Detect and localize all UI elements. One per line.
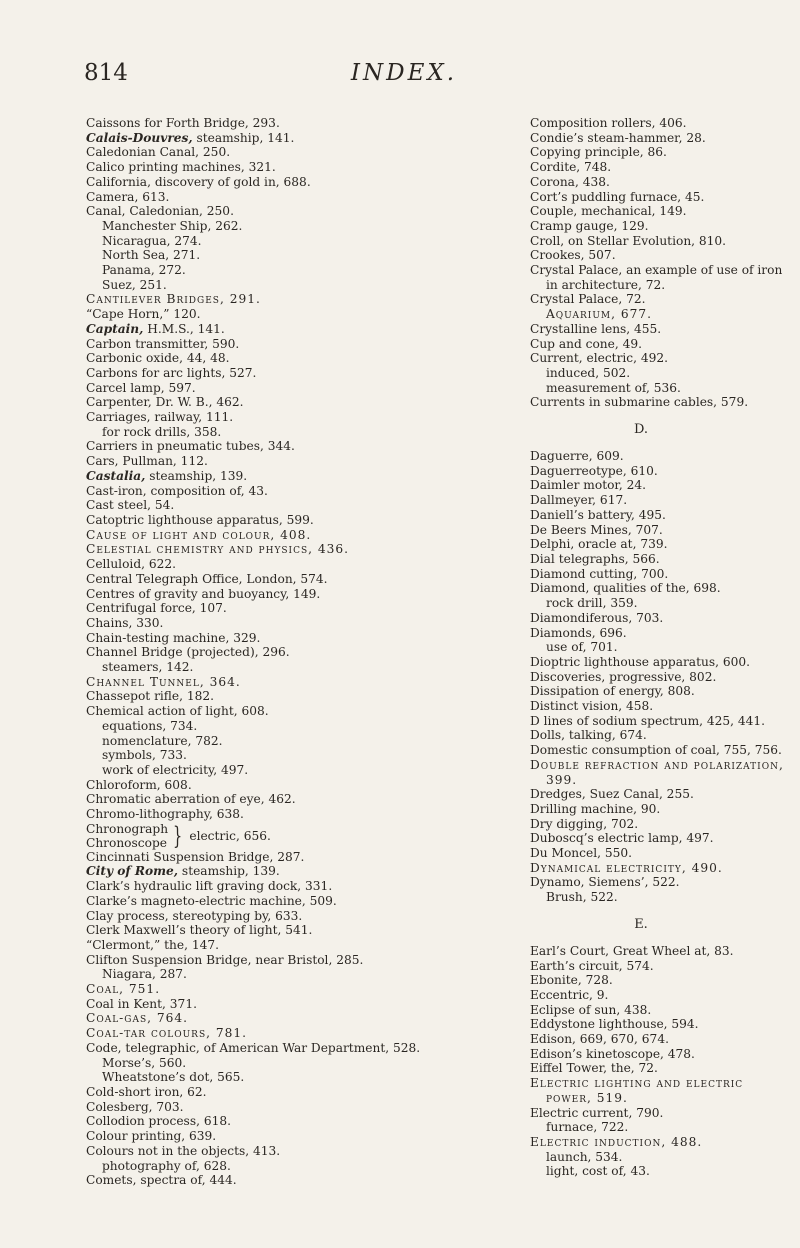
index-entry: Eclipse of sun, 438. [530, 1002, 652, 1017]
index-entry: Coal-tar colours, 781. [86, 1026, 247, 1041]
index-entry: D lines of sodium spectrum, 425, 441. [530, 713, 766, 728]
index-entry: Manchester Ship, 262. [102, 218, 243, 233]
index-entry: Cast-iron, composition of, 43. [86, 483, 268, 498]
index-entry: Ebonite, 728. [530, 973, 613, 988]
index-entry: Cort’s puddling furnace, 45. [530, 189, 705, 204]
index-entry: Carcel lamp, 597. [86, 380, 196, 395]
index-entry: Currents in submarine cables, 579. [530, 395, 749, 410]
index-entry: Chromatic aberration of eye, 462. [86, 792, 296, 807]
index-entry: Cincinnati Suspension Bridge, 287. [86, 849, 305, 864]
index-entry: Delphi, oracle at, 739. [530, 537, 668, 552]
index-entry: Carpenter, Dr. W. B., 462. [86, 395, 244, 410]
brace-term: Chronograph [86, 821, 169, 836]
index-entry: symbols, 733. [102, 748, 187, 763]
index-entry: Castalia, steamship, 139. [86, 468, 248, 483]
section-letter: D. [633, 422, 649, 438]
index-entry: Cup and cone, 49. [530, 336, 642, 351]
index-entry: Diamonds, 696. [530, 625, 627, 640]
index-entry: Chain-testing machine, 329. [86, 630, 261, 645]
index-entry: photography of, 628. [102, 1158, 231, 1173]
index-entry: Carriers in pneumatic tubes, 344. [86, 439, 295, 454]
index-entry: Croll, on Stellar Evolution, 810. [530, 233, 727, 248]
index-column-right [530, 116, 792, 1179]
index-entry: Coal-gas, 764. [86, 1011, 189, 1026]
running-title: INDEX. [350, 60, 458, 86]
index-entry: “Cape Horn,” 120. [86, 307, 201, 322]
index-entry: Discoveries, progressive, 802. [530, 669, 717, 684]
index-entry: Camera, 613. [86, 189, 170, 204]
italic-title: Captain, [86, 321, 144, 336]
index-entry: Earth’s circuit, 574. [530, 958, 654, 973]
index-entry: furnace, 722. [546, 1120, 629, 1135]
index-entry: Edison, 669, 670, 674. [530, 1032, 669, 1047]
index-entry [86, 822, 486, 850]
index-entry: nomenclature, 782. [102, 733, 223, 748]
index-entry: Carbonic oxide, 44, 48. [86, 351, 230, 366]
index-entry: Channel Tunnel, 364. [86, 674, 241, 689]
index-entry: Crookes, 507. [530, 248, 616, 263]
index-entry: rock drill, 359. [546, 596, 638, 611]
index-entry: Channel Bridge (projected), 296. [86, 645, 290, 660]
index-entry: Canal, Caledonian, 250. [86, 204, 234, 219]
index-entry: Comets, spectra of, 444. [86, 1173, 237, 1188]
index-entry: Electric lighting and electric power, 519. [530, 1076, 744, 1105]
index-entry: Double refraction and polarization, 399. [530, 757, 784, 787]
index-entry: steamers, 142. [102, 660, 194, 675]
index-entry: Eddystone lighthouse, 594. [530, 1017, 699, 1032]
index-entry: Celestial chemistry and physics, 436. [86, 542, 350, 557]
index-entry: Celluloid, 622. [86, 557, 177, 572]
index-entry: Drilling machine, 90. [530, 801, 661, 816]
index-entry: Clark’s hydraulic lift graving dock, 331. [86, 879, 333, 894]
index-entry: Chloroform, 608. [86, 777, 192, 792]
index-entry: Chains, 330. [86, 615, 164, 630]
index-entry: Daguerre, 609. [530, 449, 624, 464]
page-header [84, 60, 724, 90]
index-entry: Catoptric lighthouse apparatus, 599. [86, 512, 314, 527]
index-entry: Composition rollers, 406. [530, 116, 687, 130]
index-entry: Current, electric, 492. [530, 351, 669, 366]
index-entry: light, cost of, 43. [546, 1164, 650, 1179]
index-entry: Clerk Maxwell’s theory of light, 541. [86, 923, 313, 938]
index-entry: Suez, 251. [102, 277, 167, 292]
index-entry: Collodion process, 618. [86, 1114, 231, 1129]
index-entry: Distinct vision, 458. [530, 699, 654, 714]
index-column-left [86, 116, 486, 1188]
index-entry: Captain, H.M.S., 141. [86, 321, 225, 336]
index-entry: equations, 734. [102, 718, 198, 733]
index-entry: Centres of gravity and buoyancy, 149. [86, 586, 321, 601]
index-entry: Daniell’s battery, 495. [530, 507, 666, 522]
brace-glyph: } [173, 821, 183, 850]
index-entry: Niagara, 287. [102, 967, 187, 982]
index-entry: Central Telegraph Office, London, 574. [86, 571, 328, 586]
index-entry: Carbon transmitter, 590. [86, 336, 240, 351]
index-entry: Dallmeyer, 617. [530, 493, 628, 508]
index-entry: Coal, 751. [86, 982, 161, 997]
index-entry: Cordite, 748. [530, 160, 612, 175]
index-entry: Cold-short iron, 62. [86, 1085, 207, 1099]
index-entry: Caissons for Forth Bridge, 293. [86, 116, 280, 130]
index-entry: Copying principle, 86. [530, 145, 667, 160]
index-entry: Wheatstone’s dot, 565. [102, 1070, 245, 1085]
index-entry: Coal in Kent, 371. [86, 996, 197, 1011]
index-entry: Edison’s kinetoscope, 478. [530, 1046, 695, 1061]
index-entry: Diamond cutting, 700. [530, 566, 669, 581]
index-entry: Dioptric lighthouse apparatus, 600. [530, 654, 750, 669]
page-number: 814 [84, 60, 128, 86]
index-entry: Crystal Palace, an example of use of iron in architecture, 72. [530, 263, 783, 292]
index-entry: Dissipation of energy, 808. [530, 684, 695, 699]
index-entry: California, discovery of gold in, 688. [86, 174, 311, 189]
index-entry: Du Moncel, 550. [530, 846, 632, 861]
index-entry: Caledonian Canal, 250. [86, 145, 231, 160]
index-entry: Diamond, qualities of the, 698. [530, 581, 721, 596]
index-entry: Cast steel, 54. [86, 498, 175, 513]
index-entry: measurement of, 536. [546, 380, 681, 395]
index-entry: induced, 502. [546, 365, 631, 380]
index-entry: Crystalline lens, 455. [530, 321, 662, 336]
index-entry: Duboscq’s electric lamp, 497. [530, 831, 714, 846]
section-letter: E. [634, 916, 648, 932]
index-entry: Dynamo, Siemens’, 522. [530, 875, 680, 890]
index-entry: Diamondiferous, 703. [530, 610, 664, 625]
index-entry: Colesberg, 703. [86, 1099, 184, 1114]
index-entry: Daimler motor, 24. [530, 478, 647, 493]
index-entry: Chassepot rifle, 182. [86, 689, 215, 704]
index-entry: Chromo-lithography, 638. [86, 807, 244, 822]
index-entry: Calico printing machines, 321. [86, 160, 276, 175]
index-entry: Panama, 272. [102, 263, 186, 278]
index-entry: Clarke’s magneto-electric machine, 509. [86, 893, 337, 908]
index-entry: work of electricity, 497. [102, 762, 249, 777]
index-entry: Dry digging, 702. [530, 816, 639, 831]
index-entry: use of, 701. [546, 640, 618, 655]
index-entry: Carriages, railway, 111. [86, 410, 234, 425]
index-entry: Morse’s, 560. [102, 1055, 187, 1070]
index-entry: Colours not in the objects, 413. [86, 1143, 281, 1158]
index-entry: Electric induction, 488. [530, 1135, 703, 1149]
index-entry: Carbons for arc lights, 527. [86, 365, 257, 380]
index-entry: Centrifugal force, 107. [86, 601, 227, 616]
brace-term: Chronoscope [86, 835, 167, 850]
italic-title: Castalia, [86, 468, 146, 483]
index-entry: for rock drills, 358. [102, 424, 222, 439]
index-entry: Earl’s Court, Great Wheel at, 83. [530, 943, 734, 958]
index-entry: City of Rome, steamship, 139. [86, 864, 280, 879]
index-entry: Corona, 438. [530, 174, 610, 189]
index-entry: “Clermont,” the, 147. [86, 937, 219, 952]
index-entry: launch, 534. [546, 1149, 623, 1164]
index-entry: Clifton Suspension Bridge, near Bristol, 285. [86, 952, 364, 967]
index-entry: Brush, 522. [546, 890, 618, 905]
index-entry: Cramp gauge, 129. [530, 218, 649, 233]
index-entry: Eccentric, 9. [530, 987, 609, 1002]
italic-title: Calais-Douvres, [86, 130, 193, 145]
index-entry: Chemical action of light, 608. [86, 704, 269, 719]
index-entry: Electric current, 790. [530, 1105, 664, 1120]
index-entry: Clay process, stereotyping by, 633. [86, 908, 303, 923]
index-entry: Cause of light and colour, 408. [86, 527, 312, 542]
index-entry: Dolls, talking, 674. [530, 728, 647, 743]
index-entry: Code, telegraphic, of American War Department, 528. [86, 1040, 421, 1055]
index-entry: Cantilever Bridges, 291. [86, 292, 261, 307]
index-entry: North Sea, 271. [102, 248, 201, 263]
index-entry: Condie’s steam-hammer, 28. [530, 130, 706, 145]
brace-tail: electric, 656. [189, 828, 271, 843]
index-entry: Colour printing, 639. [86, 1129, 217, 1144]
index-entry: Dredges, Suez Canal, 255. [530, 787, 694, 802]
index-entry: Crystal Palace, 72. [530, 292, 646, 307]
index-entry: De Beers Mines, 707. [530, 522, 663, 537]
index-entry: Dial telegraphs, 566. [530, 551, 660, 566]
index-entry: Eiffel Tower, the, 72. [530, 1061, 658, 1076]
index-entry: Domestic consumption of coal, 755, 756. [530, 743, 782, 758]
index-entry: Daguerreotype, 610. [530, 463, 658, 478]
italic-title: City of Rome, [86, 864, 179, 879]
index-entry: Couple, mechanical, 149. [530, 204, 687, 219]
index-entry: Cars, Pullman, 112. [86, 454, 208, 469]
index-entry: Aquarium, 677. [546, 307, 653, 322]
index-entry: Nicaragua, 274. [102, 233, 202, 248]
index-entry: Dynamical electricity, 490. [530, 860, 723, 875]
index-entry: Calais-Douvres, steamship, 141. [86, 130, 295, 145]
